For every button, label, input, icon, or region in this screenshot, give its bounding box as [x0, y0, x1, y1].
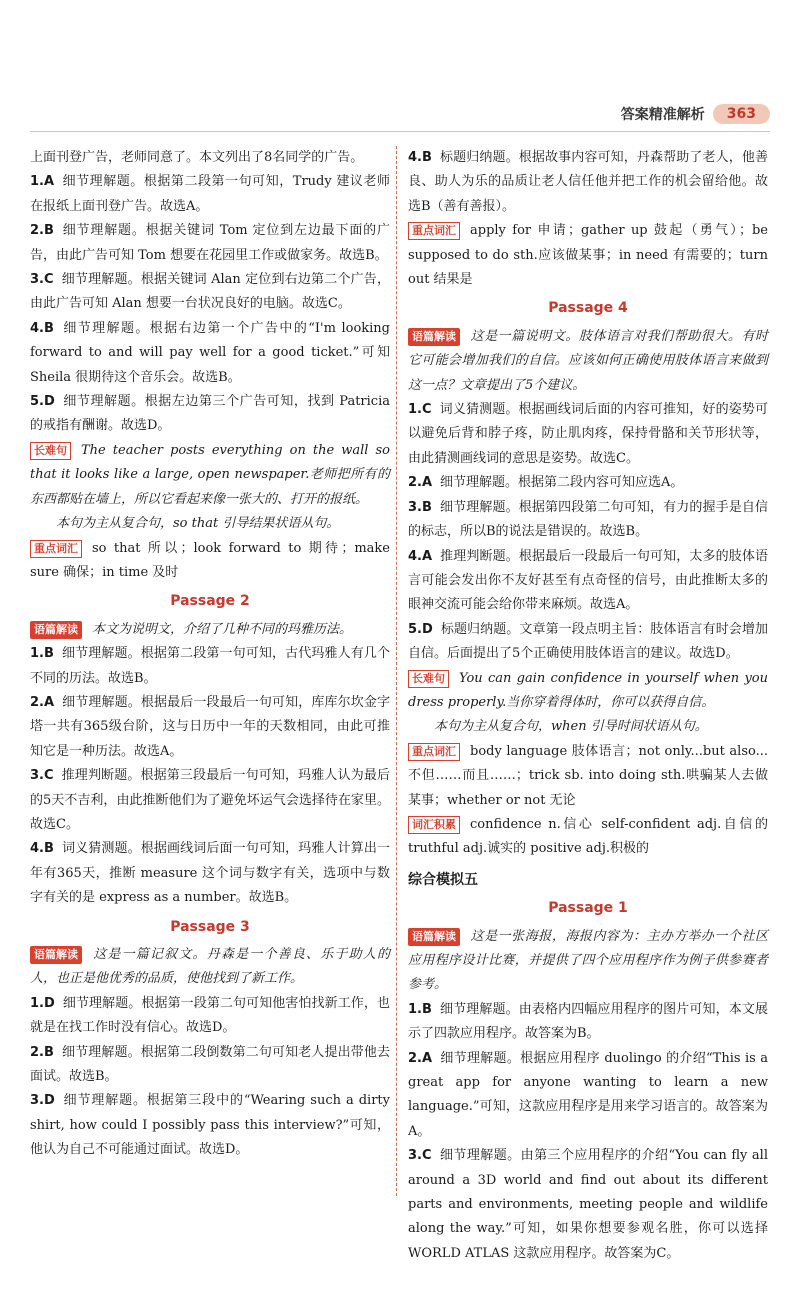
- long-sentence-tag: 长难句: [408, 670, 449, 688]
- answer-item: [30, 1041, 390, 1090]
- answer-text: 推理判断题。根据第三段最后一句可知，玛雅人认为最后的5天不吉利，由此推断他们为了避免坏运气会选择待在家里。故选C。: [30, 768, 390, 832]
- answer-item: [30, 390, 390, 439]
- answer-number: 2.A: [30, 694, 55, 710]
- answer-item: [408, 146, 768, 219]
- page-header: [621, 104, 770, 124]
- section-heading: 综合模拟五: [408, 871, 478, 888]
- answer-number: 1.A: [30, 174, 55, 190]
- answer-item: [30, 317, 390, 390]
- passage-heading: Passage 2: [170, 593, 250, 610]
- answer-text: 细节理解题。由表格内四幅应用程序的图片可知，本文展示了四款应用程序。故答案为B。: [408, 1001, 768, 1042]
- answer-text: 推理判断题。根据最后一段最后一句可知，太多的肢体语言可能会发出你不友好甚至有点奇怪的信号，由此推断太多的眼神交流可能会给你带来麻烦。故选A。: [408, 548, 768, 613]
- answer-item: [408, 471, 768, 495]
- answer-item: [408, 1047, 768, 1145]
- answer-text: 词义猜测题。根据画线词后面的内容可推知，好的姿势可以避免后背和脖子疼，防止肌肉疼，保持骨骼和关节形状等，由此猜测画线词的意思是姿势。故选C。: [408, 402, 768, 466]
- answer-item: [30, 691, 390, 764]
- answer-text: 细节理解题。根据应用程序 duolingo 的介绍“This is a great app for anyone wanting to learn a new language.”可知，这款应用程序是用来学习语言的。故答案为A。: [408, 1050, 768, 1139]
- vocab-text: apply for 申请；gather up 鼓起（勇气）；be supposed to do sth.应该做某事；in need 有需要的；turn out 结果是: [408, 223, 768, 288]
- answer-number: 3.C: [408, 1148, 432, 1164]
- passage-analysis-text: 这是一篇记叙文。丹森是一个善良、乐于助人的人，也正是他优秀的品质，使他找到了新工作。: [30, 947, 390, 987]
- answer-text: 词义猜测题。根据画线词后面一句可知，玛雅人计算出一年有365天，推断 measure 这个词与数字有关，选项中与数字有关的是 express as a number。故选B。: [30, 841, 390, 906]
- answer-text: 细节理解题。根据第四段第二句可知，有力的握手是自信的标志，所以B的说法是错误的。故选B。: [408, 499, 768, 540]
- answer-item: [408, 618, 768, 667]
- passage-analysis-tag: 语篇解读: [408, 928, 460, 946]
- answer-text: 标题归纳题。根据故事内容可知，丹森帮助了老人，他善良、助人为乐的品质让老人信任他并把工作的机会留给他。故选B（善有善报）。: [408, 150, 768, 214]
- passage-analysis-tag: 语篇解读: [30, 946, 82, 964]
- answer-number: 4.A: [408, 548, 433, 564]
- answer-number: 1.C: [408, 402, 432, 418]
- answer-item: [408, 398, 768, 471]
- long-sentence: [30, 439, 390, 512]
- answer-item: [30, 219, 390, 268]
- passage-analysis-tag: 语篇解读: [30, 621, 82, 639]
- vocab-tag: 重点词汇: [408, 743, 460, 761]
- answer-number: 4.B: [30, 320, 54, 336]
- long-sentence-note: 本句为主从复合句，so that 引导结果状语从句。: [56, 516, 340, 532]
- vocab-text: body language 肢体语言；not only...but also...不但……而且……；trick sb. into doing sth.哄骗某人去做某事；whether or not 无论: [408, 743, 768, 808]
- answer-item: [408, 545, 768, 618]
- answer-number: 1.D: [30, 995, 55, 1011]
- answer-number: 1.B: [408, 1001, 432, 1017]
- passage-heading: Passage 4: [548, 300, 628, 317]
- answer-item: [30, 764, 390, 837]
- accum-block: [408, 813, 768, 862]
- long-sentence-note: 本句为主从复合句，when 引导时间状语从句。: [434, 719, 708, 735]
- passage-analysis-text: 这是一篇说明文。肢体语言对我们帮助很大。有时它可能会增加我们的自信。应该如何正确使用肢体语言来做到这一点？文章提出了5个建议。: [408, 328, 768, 393]
- vocab-tag: 重点词汇: [30, 540, 82, 558]
- long-sentence-text: The teacher posts everything on the wall so that it looks like a large, open newspaper.老师把所有的东西都贴在墙上，所以它看起来像一张大的、打开的报纸。: [30, 442, 390, 507]
- answer-item: [30, 268, 390, 317]
- answer-number: 2.A: [408, 475, 433, 491]
- answer-number: 2.B: [30, 1044, 54, 1060]
- answer-text: 细节理解题。根据第二段第一句可知，Trudy 建议老师在报纸上面刊登广告。故选A。: [30, 174, 390, 214]
- vocab-text: so that 所以；look forward to 期待；make sure 确保；in time 及时: [30, 540, 390, 580]
- passage-analysis-text: 本文为说明文，介绍了几种不同的玛雅历法。: [92, 621, 353, 637]
- long-sentence-text: You can gain confidence in yourself when you dress properly.当你穿着得体时，你可以获得自信。: [408, 670, 768, 710]
- accum-text: confidence n.信心 self-confident adj.自信的 truthful adj.诚实的 positive adj.积极的: [408, 816, 768, 857]
- answer-number: 3.C: [30, 272, 54, 288]
- answer-item: [30, 837, 390, 910]
- answer-text: 标题归纳题。文章第一段点明主旨：肢体语言有时会增加自信。后面提出了5个正确使用肢体语言的建议。故选D。: [408, 621, 768, 662]
- long-sentence: [408, 667, 768, 716]
- right-column: [408, 146, 768, 1266]
- answer-item: [30, 642, 390, 691]
- answer-item: [408, 496, 768, 545]
- answer-item: [30, 170, 390, 219]
- intro-text: 上面刊登广告，老师同意了。本文列出了8名同学的广告。: [30, 150, 364, 165]
- answer-text: 细节理解题。根据关键词 Tom 定位到左边最下面的广告，由此广告可知 Tom 想要在花园里工作或做家务。故选B。: [30, 223, 390, 263]
- vocab-block: [408, 740, 768, 813]
- answer-text: 细节理解题。根据最后一段最后一句可知，库库尔坎金字塔一共有365级台阶，这与日历中一年的天数相同，由此可推知它是一种历法。故选A。: [30, 694, 390, 759]
- answer-number: 3.C: [30, 768, 54, 784]
- answer-text: 细节理解题。根据左边第三个广告可知，找到 Patricia 的戒指有酬谢。故选D。: [30, 394, 390, 434]
- column-divider: [396, 146, 397, 1196]
- answer-text: 细节理解题。根据关键词 Alan 定位到右边第二个广告，由此广告可知 Alan 想要一台状况良好的电脑。故选C。: [30, 272, 390, 312]
- answer-item: [30, 1089, 390, 1162]
- answer-number: 4.B: [30, 841, 54, 857]
- answer-text: 细节理解题。根据右边第一个广告中的“I'm looking forward to and will pay well for a good ticket.”可知 Sheila 很期待这个音乐会。故选B。: [30, 320, 390, 385]
- passage-heading: Passage 3: [170, 918, 250, 935]
- header-rule: [30, 131, 770, 132]
- passage-analysis: [408, 925, 768, 998]
- answer-text: 细节理解题。根据第二段内容可知应选A。: [440, 475, 684, 491]
- answer-item: [408, 1144, 768, 1266]
- page-number: 363: [713, 104, 770, 124]
- passage-analysis: [408, 325, 768, 398]
- answer-text: 细节理解题。根据第二段倒数第二句可知老人提出带他去面试。故选B。: [30, 1044, 390, 1085]
- answer-text: 细节理解题。根据第二段第一句可知，古代玛雅人有几个不同的历法。故选B。: [30, 646, 390, 686]
- answer-number: 1.B: [30, 646, 54, 662]
- header-title: 答案精准解析: [620, 107, 705, 123]
- passage-analysis: [30, 943, 390, 992]
- vocab-block: [408, 219, 768, 292]
- answer-number: 3.B: [408, 499, 432, 515]
- passage-analysis-tag: 语篇解读: [408, 328, 460, 346]
- answer-number: 2.A: [408, 1050, 433, 1066]
- answer-number: 5.D: [30, 394, 55, 410]
- vocab-block: [30, 537, 390, 586]
- answer-number: 4.B: [408, 150, 432, 165]
- answer-number: 2.B: [30, 223, 54, 239]
- answer-number: 3.D: [30, 1093, 55, 1109]
- passage-analysis-text: 这是一张海报，海报内容为：主办方举办一个社区应用程序设计比赛，并提供了四个应用程序作为例子供参赛者参考。: [408, 928, 768, 993]
- answer-number: 5.D: [408, 621, 433, 637]
- long-sentence-tag: 长难句: [30, 442, 71, 460]
- answer-text: 细节理解题。由第三个应用程序的介绍“You can fly all around a 3D world and find out about its different parts and environments, meeting people and wildlife along the way.”可知，如果你想要参观名胜，你可以选择 WORLD ATLAS 这款应用程序。故答案为C。: [408, 1148, 768, 1261]
- passage-heading: Passage 1: [548, 900, 628, 917]
- passage-analysis: [30, 618, 390, 642]
- answer-text: 细节理解题。根据第三段中的“Wearing such a dirty shirt, how could I possibly pass this interview?”可知，他认为自己不可能通过面试。故选D。: [30, 1093, 390, 1158]
- answer-item: [30, 992, 390, 1041]
- left-column: [30, 146, 390, 1163]
- answer-text: 细节理解题。根据第一段第二句可知他害怕找新工作，也就是在找工作时没有信心。故选D。: [30, 995, 390, 1036]
- accum-tag: 词汇积累: [408, 816, 460, 834]
- answer-item: [408, 998, 768, 1047]
- vocab-tag: 重点词汇: [408, 222, 460, 240]
